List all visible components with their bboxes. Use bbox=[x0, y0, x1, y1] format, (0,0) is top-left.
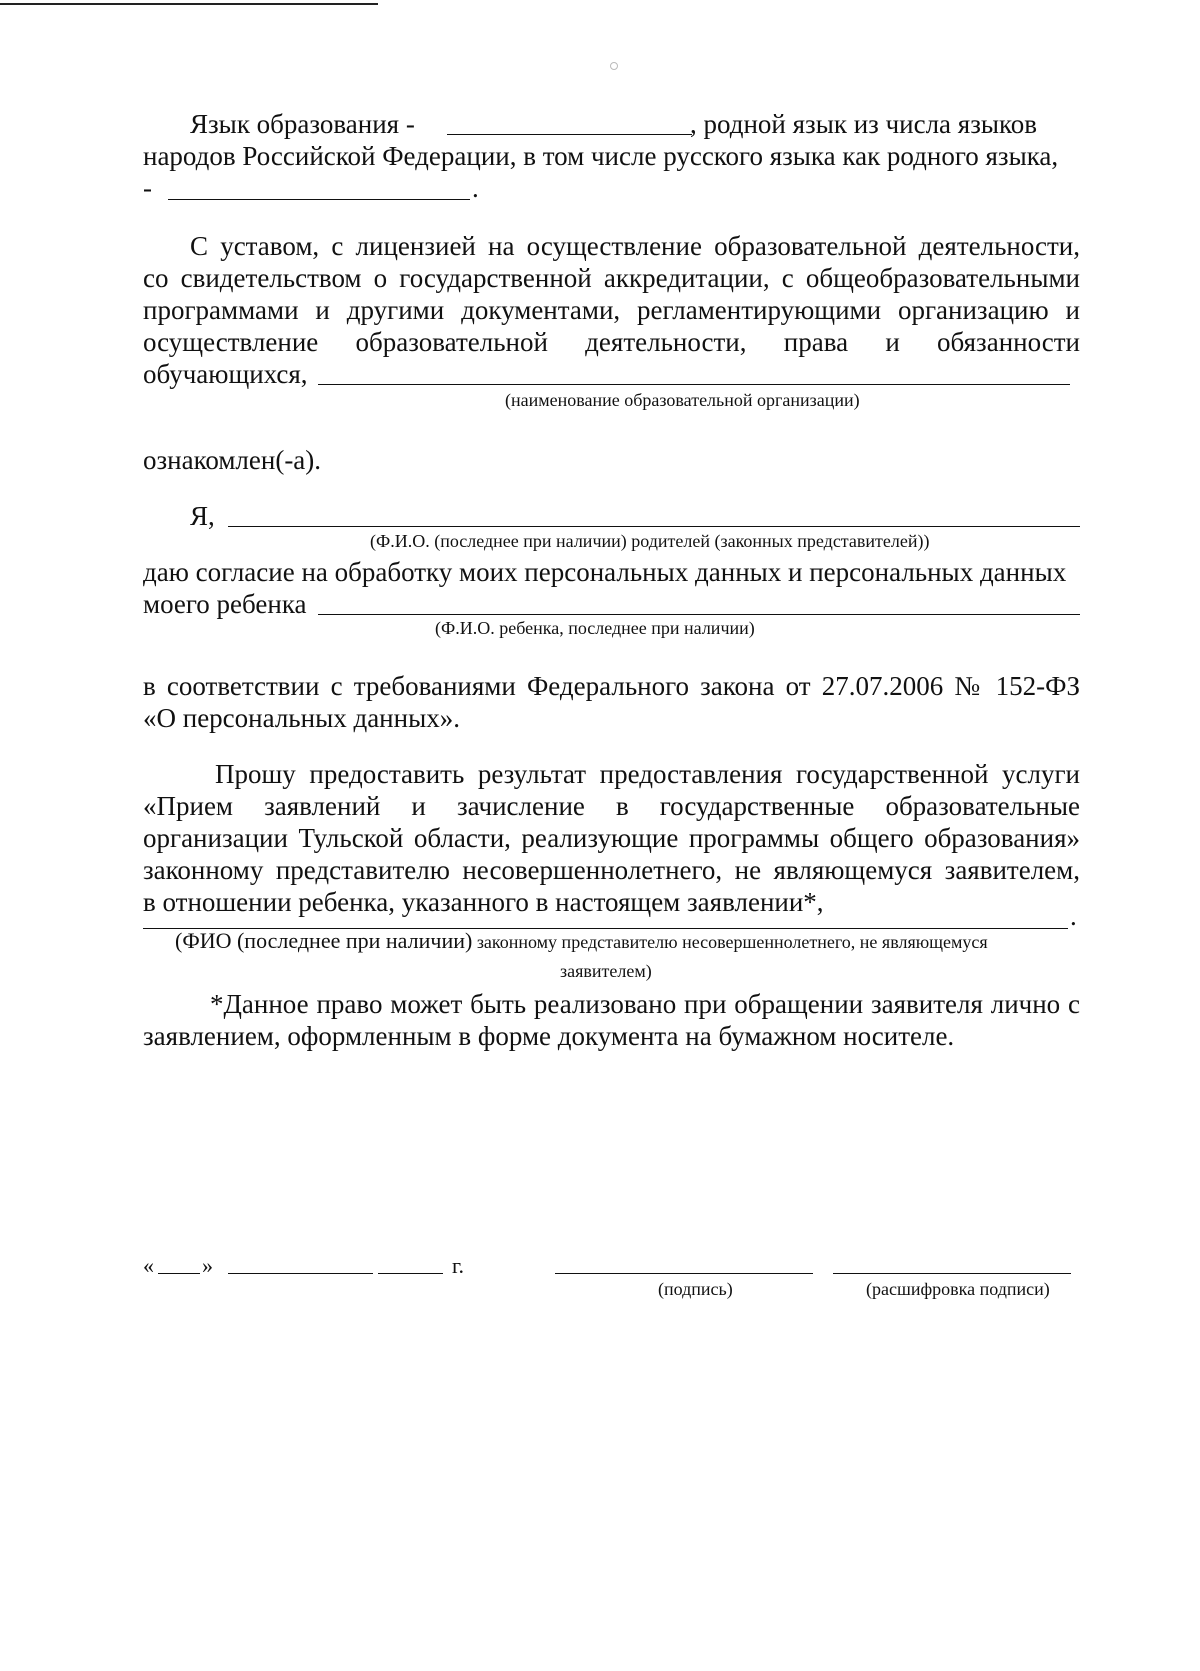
date-quote-close: » bbox=[202, 1253, 213, 1278]
date-year-field[interactable] bbox=[378, 1273, 443, 1274]
request-line-3: организации Тульской области, реализующие программы общего образования» bbox=[143, 823, 1080, 853]
signature-caption: (подпись) bbox=[658, 1279, 733, 1299]
period: . bbox=[472, 173, 479, 203]
ya-label: Я, bbox=[190, 501, 215, 531]
organization-name-field[interactable] bbox=[318, 384, 1070, 385]
language-label: Язык образования - bbox=[190, 109, 415, 139]
request-dot: . bbox=[1070, 901, 1077, 931]
charter-line-5: обучающихся, bbox=[143, 359, 308, 389]
native-language-line2: народов Российской Федерации, в том числе русского языка как родного языка, bbox=[143, 141, 1059, 171]
signature-decode-caption: (расшифровка подписи) bbox=[866, 1279, 1050, 1299]
organization-caption: (наименование образовательной организации) bbox=[505, 390, 860, 410]
date-month-field[interactable] bbox=[228, 1273, 373, 1274]
child-name-field[interactable] bbox=[318, 614, 1080, 615]
note-line-2: заявлением, оформленным в форме документа на бумажном носителе. bbox=[143, 1021, 955, 1051]
charter-line-1: С уставом, с лицензией на осуществление образовательной деятельности, bbox=[190, 231, 1080, 261]
parent-name-field[interactable] bbox=[228, 526, 1080, 527]
charter-line-3: программами и другими документами, регламентирующими организацию и bbox=[143, 295, 1080, 325]
representative-caption-c: заявителем) bbox=[560, 961, 652, 981]
year-suffix: г. bbox=[452, 1253, 465, 1278]
scan-speck bbox=[610, 62, 618, 70]
date-quote-open: « bbox=[143, 1253, 154, 1278]
signature-decode-field[interactable] bbox=[833, 1273, 1071, 1274]
request-line-4: законному представителю несовершеннолетнего, не являющемуся заявителем, bbox=[143, 855, 1080, 885]
request-line-5: в отношении ребенка, указанного в настоящем заявлении*, bbox=[143, 887, 824, 917]
note-line-1: *Данное право может быть реализовано при обращении заявителя лично с bbox=[210, 989, 1080, 1019]
language-field[interactable] bbox=[447, 134, 692, 135]
request-line-1: Прошу предоставить результат предоставления государственной услуги bbox=[215, 759, 1080, 789]
dash-label: - bbox=[143, 173, 152, 203]
consent-line-2: моего ребенка bbox=[143, 589, 307, 619]
law-line-2: «О персональных данных». bbox=[143, 703, 460, 733]
signature-field[interactable] bbox=[555, 1273, 813, 1274]
representative-caption bbox=[175, 930, 988, 953]
representative-caption-a: (ФИО (последнее при наличии) bbox=[175, 928, 473, 953]
request-line-2: «Прием заявлений и зачисление в государственные образовательные bbox=[143, 791, 1080, 821]
charter-line-4: осуществление образовательной деятельности, права и обязанности bbox=[143, 327, 1080, 357]
native-language-field[interactable] bbox=[168, 199, 470, 200]
consent-line-1: даю согласие на обработку моих персональных данных и персональных данных bbox=[143, 557, 1067, 587]
acquainted-text: ознакомлен(-а). bbox=[143, 445, 322, 475]
representative-caption-b: законному представителю несовершеннолетнего, не являющемуся bbox=[476, 932, 988, 952]
scan-edge-line bbox=[0, 3, 378, 5]
native-language-label: , родной язык из числа языков bbox=[690, 109, 1038, 139]
parent-caption: (Ф.И.О. (последнее при наличии) родителей (законных представителей)) bbox=[370, 531, 930, 551]
child-caption: (Ф.И.О. ребенка, последнее при наличии) bbox=[435, 618, 755, 638]
date-day-field[interactable] bbox=[158, 1273, 200, 1274]
charter-line-2: со свидетельством о государственной аккредитации, с общеобразовательными bbox=[143, 263, 1080, 293]
law-line-1: в соответствии с требованиями Федерального закона от 27.07.2006 № 152-ФЗ bbox=[143, 671, 1080, 701]
